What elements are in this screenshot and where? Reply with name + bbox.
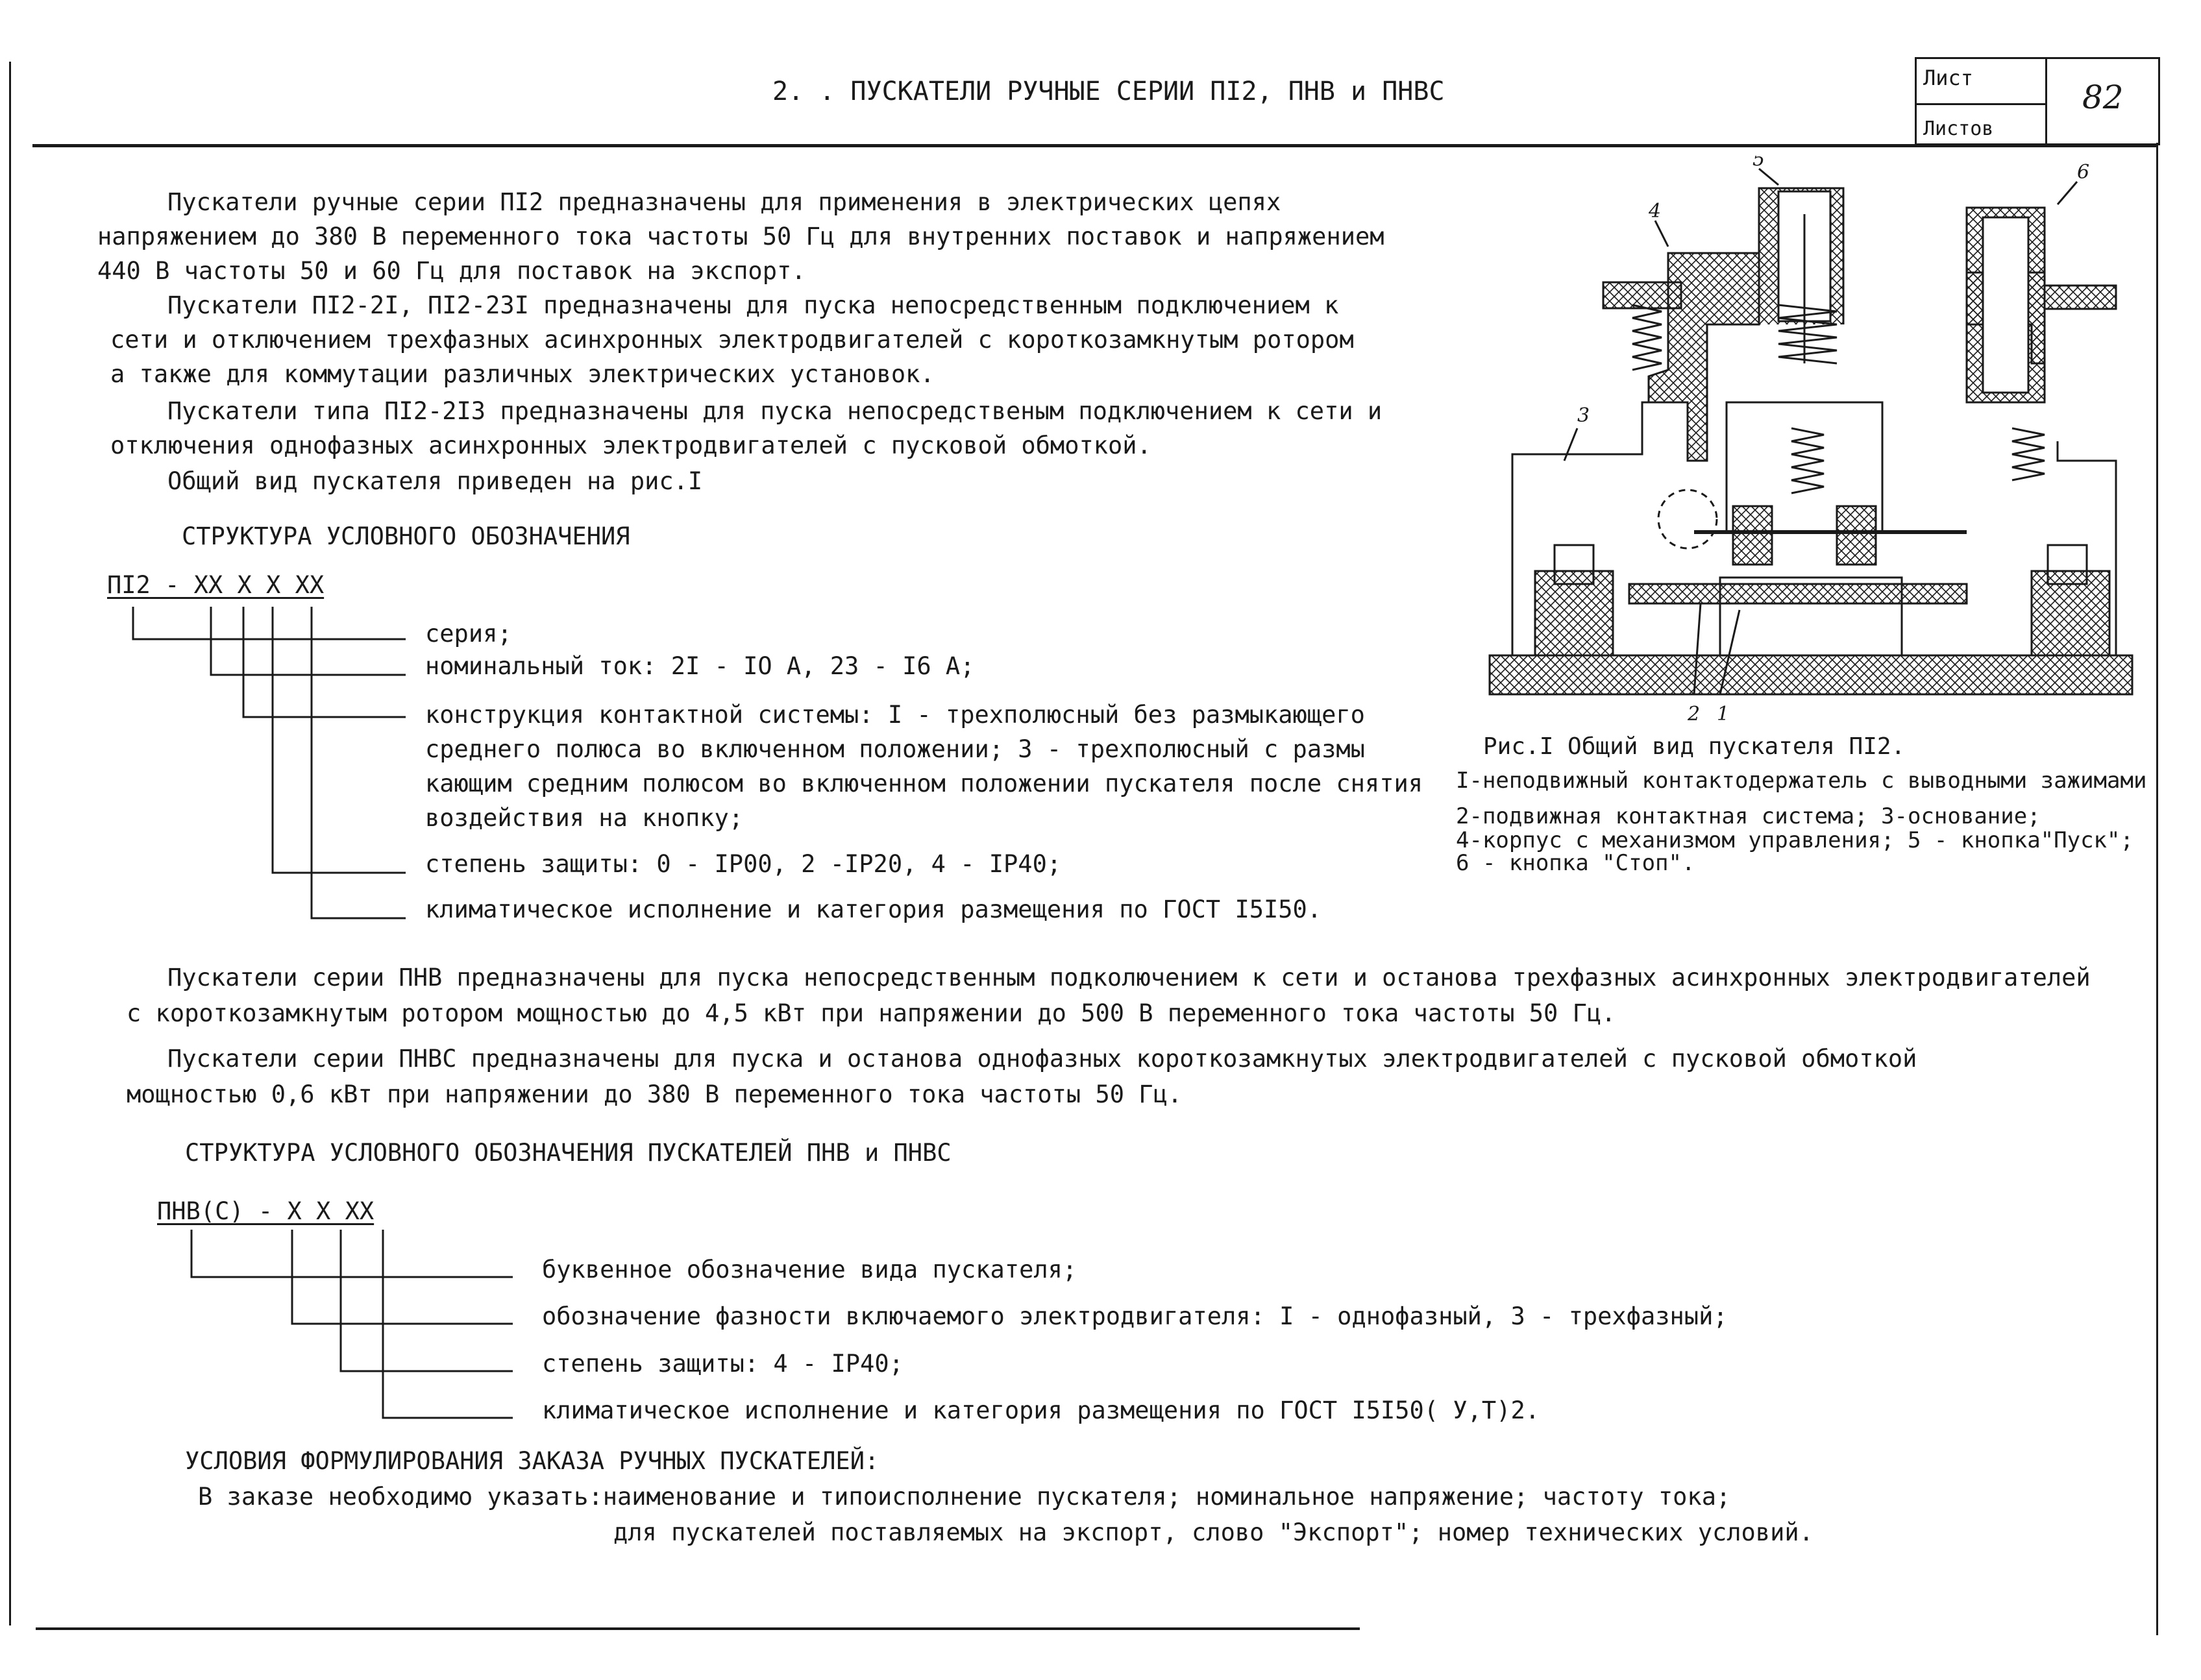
page-title: 2. . ПУСКАТЕЛИ РУЧНЫЕ СЕРИИ ПI2, ПНВ и ПНВС	[772, 77, 1445, 106]
structure1-item-3c: кающим средним полюсом во включенном положении пускателя после снятия	[425, 770, 1423, 797]
order-line2: для пускателей поставляемых на экспорт, слово "Экспорт"; номер технических условий.	[613, 1518, 1814, 1546]
pnv-p2-line1: Пускатели серии ПНВС предназначены для пуска и останова однофазных короткозамкнутых электродвигателей с пусковой обмоткой	[167, 1045, 1917, 1073]
structure1-code: ПI2 - XX X X XX	[107, 571, 325, 599]
structure1-item-3b: среднего полюса во включенном положении; 3 - трехполюсный с размы	[425, 735, 1365, 763]
figure-legend-1: I-неподвижный контактодержатель с выводными зажимами	[1456, 768, 2147, 794]
structure2-item-1: буквенное обозначение вида пускателя;	[542, 1256, 1077, 1284]
fig-number-3: 3	[1577, 404, 1590, 427]
structure1-item-1: серия;	[425, 620, 512, 648]
structure2-item-4: климатическое исполнение и категория размещения по ГОСТ I5I50( У,Т)2.	[542, 1396, 1540, 1424]
sheet-stamp	[1915, 57, 2160, 145]
order-heading: УСЛОВИЯ ФОРМУЛИРОВАНИЯ ЗАКАЗА РУЧНЫХ ПУСКАТЕЛЕЙ:	[185, 1447, 879, 1475]
structure1-item-2: номинальный ток: 2I - IO A, 23 - I6 A;	[425, 652, 975, 680]
fig-number-1: 1	[1717, 703, 1730, 725]
pnv-p1-line2: с короткозамкнутым ротором мощностью до 4,5 кВт при напряжении до 500 В переменного тока частоты 50 Гц.	[127, 999, 1616, 1027]
intro-p3-line2: отключения однофазных асинхронных электродвигателей с пусковой обмоткой.	[110, 432, 1151, 459]
fig-number-5: 5	[1752, 156, 1765, 171]
stamp-sheets-label: Листов	[1923, 117, 1994, 140]
structure2-heading: СТРУКТУРА УСЛОВНОГО ОБОЗНАЧЕНИЯ ПУСКАТЕЛЕЙ ПНВ и ПНВС	[185, 1139, 952, 1167]
figure-caption: Рис.I Общий вид пускателя ПI2.	[1483, 733, 1906, 760]
structure1-item-3a: конструкция контактной системы: I - трехполюсный без размыкающего	[425, 701, 1365, 729]
intro-p1-line1: Пускатели ручные серии ПI2 предназначены для применения в электрических цепях	[167, 188, 1281, 216]
structure2-code: ПНВ(С) - X X XX	[157, 1197, 375, 1225]
figure-legend-2: 2-подвижная контактная система; 3-основание;	[1456, 803, 2041, 829]
pnv-p2-line2: мощностью 0,6 кВт при напряжении до 380 В переменного тока частоты 50 Гц.	[127, 1080, 1183, 1108]
intro-p1-line2: напряжением до 380 В переменного тока частоты 50 Гц для внутренних поставок и напряжением	[97, 223, 1384, 250]
structure1-heading: СТРУКТУРА УСЛОВНОГО ОБОЗНАЧЕНИЯ	[182, 522, 630, 550]
structure2-item-3: степень защиты: 4 - IP40;	[542, 1350, 904, 1378]
pnv-p1-line1: Пускатели серии ПНВ предназначены для пуска непосредственным подколючением к сети и останова трехфазных асинхронных электродвигателей	[167, 964, 2091, 992]
bottom-rule	[36, 1627, 1360, 1630]
intro-p2-line2: сети и отключением трехфазных асинхронных электродвигателей с короткозамкнутым ротором	[110, 326, 1354, 354]
intro-p4: Общий вид пускателя приведен на рис.I	[167, 467, 703, 495]
intro-p2-line1: Пускатели ПI2-2I, ПI2-23I предназначены для пуска непосредственным подключением к	[167, 291, 1339, 319]
stamp-sheet-number: 82	[2082, 79, 2124, 116]
fig-number-4: 4	[1649, 200, 1662, 223]
stamp-sheet-label: Лист	[1923, 66, 1974, 90]
starter-drawing	[1473, 156, 2161, 727]
structure1-item-5: климатическое исполнение и категория размещения по ГОСТ I5I50.	[425, 895, 1322, 923]
intro-p3-line1: Пускатели типа ПI2-2I3 предназначены для пуска непосредственым подключением к сети и	[167, 397, 1383, 425]
figure-legend-4: 6 - кнопка "Стоп".	[1456, 850, 1695, 876]
intro-p1-line3: 440 В частоты 50 и 60 Гц для поставок на экспорт.	[97, 257, 806, 285]
structure2-leader-lines	[0, 0, 519, 1428]
fig-number-2: 2	[1688, 703, 1701, 725]
structure1-item-4: степень защиты: 0 - IP00, 2 -IP20, 4 - IP40;	[425, 850, 1062, 878]
structure2-item-2: обозначение фазности включаемого электродвигателя: I - однофазный, 3 - трехфазный;	[542, 1302, 1728, 1330]
structure1-item-3d: воздействия на кнопку;	[425, 804, 744, 832]
figure-legend-3: 4-корпус с механизмом управления; 5 - кнопка"Пуск";	[1456, 827, 2133, 853]
intro-p2-line3: а также для коммутации различных электрических установок.	[110, 360, 935, 388]
order-line1: В заказе необходимо указать:наименование и типоисполнение пускателя; номинальное напряжение; частоту тока;	[198, 1483, 1731, 1511]
fig-number-6: 6	[2077, 161, 2090, 184]
